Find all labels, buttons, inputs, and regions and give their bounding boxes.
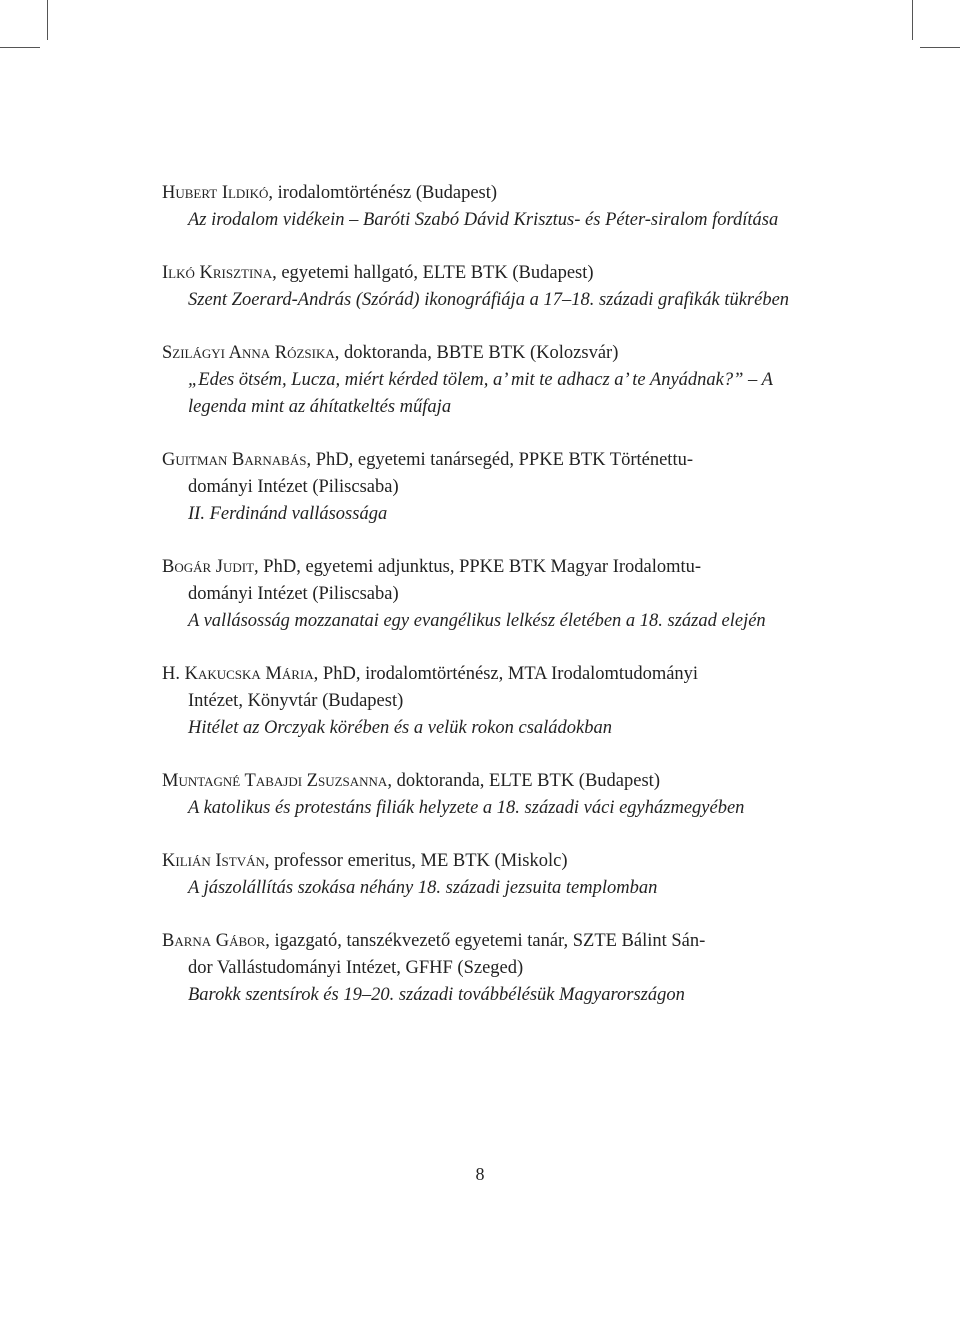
participant-name: Barna Gábor [162, 931, 266, 951]
affiliation-continuation: dor Vallástudományi Intézet, GFHF (Szeged) [188, 958, 524, 978]
participant-entry [162, 661, 798, 742]
participant-entry [162, 180, 798, 234]
participant-name: Szilágyi Anna Rózsika [162, 343, 335, 363]
lecture-title: A jászolállítás szokása néhány 18. századi jezsuita templomban [188, 878, 658, 898]
participant-heading [162, 848, 798, 875]
participant-name: Hubert Ildikó [162, 183, 269, 203]
participant-affiliation: , PhD, egyetemi adjunktus, PPKE BTK Magyar Irodalomtu- [254, 557, 702, 577]
participant-name: Kilián István [162, 851, 265, 871]
participant-heading [162, 661, 798, 688]
lecture-title: A katolikus és protestáns filiák helyzete a 18. századi váci egyházmegyében [188, 798, 745, 818]
participant-entry [162, 928, 798, 1009]
participant-heading [162, 180, 798, 207]
affiliation-continuation: dományi Intézet (Piliscsaba) [188, 584, 399, 604]
participant-affiliation: , doktoranda, BBTE BTK (Kolozsvár) [334, 343, 619, 363]
participant-entry [162, 340, 798, 421]
crop-mark-top-left-h [0, 47, 40, 48]
lecture-title: Barokk szentsírok és 19–20. századi továbbélésük Magyarországon [188, 985, 685, 1005]
participant-name: Guitman Barnabás [162, 450, 307, 470]
lecture-title: „Edes ötsém, Lucza, miért kérded tölem, a’ mit te adhacz a’ te Anyádnak?” – A [188, 370, 773, 390]
participant-heading [162, 768, 798, 795]
participant-name: Ilkó Krisztina [162, 263, 273, 283]
crop-mark-top-right-h [920, 47, 960, 48]
participant-affiliation: , PhD, irodalomtörténész, MTA Irodalomtudományi [313, 664, 699, 684]
participant-name: Muntagné Tabajdi Zsuzsanna [162, 771, 388, 791]
participant-heading [162, 928, 798, 955]
participant-affiliation: , doktoranda, ELTE BTK (Budapest) [387, 771, 660, 791]
participant-affiliation: , irodalomtörténész (Budapest) [268, 183, 498, 203]
participant-entry [162, 447, 798, 528]
participant-name: H. Kakucska Mária [162, 664, 314, 684]
participant-affiliation: , professor emeritus, ME BTK (Miskolc) [264, 851, 568, 871]
participant-entry [162, 848, 798, 902]
participant-entry [162, 260, 798, 314]
crop-mark-top-right-v [912, 0, 913, 40]
lecture-title: Szent Zoerard-András (Szórád) ikonográfiája a 17–18. századi grafikák tükrében [188, 290, 790, 310]
lecture-title: Az irodalom vidékein – Baróti Szabó Dávid Krisztus- és Péter-siralom fordítása [188, 210, 779, 230]
lecture-title: A vallásosság mozzanatai egy evangélikus lelkész életében a 18. század elején [188, 611, 766, 631]
participant-heading [162, 554, 798, 581]
participant-affiliation: , PhD, egyetemi tanársegéd, PPKE BTK Történettu- [306, 450, 693, 470]
participant-heading [162, 260, 798, 287]
participant-affiliation: , igazgató, tanszékvezető egyetemi tanár, SZTE Bálint Sán- [265, 931, 706, 951]
crop-mark-top-left-v [47, 0, 48, 40]
participant-heading [162, 340, 798, 367]
participant-name: Bogár Judit [162, 557, 255, 577]
participant-entry [162, 768, 798, 822]
page-number: 8 [475, 1164, 485, 1184]
participant-entry [162, 554, 798, 635]
participant-heading [162, 447, 798, 474]
affiliation-continuation: dományi Intézet (Piliscsaba) [188, 477, 399, 497]
participant-affiliation: , egyetemi hallgató, ELTE BTK (Budapest) [272, 263, 594, 283]
lecture-title: II. Ferdinánd vallásossága [188, 504, 388, 524]
participant-list [162, 180, 798, 1035]
lecture-title-continuation: legenda mint az áhítatkeltés műfaja [188, 397, 452, 417]
affiliation-continuation: Intézet, Könyvtár (Budapest) [188, 691, 404, 711]
lecture-title: Hitélet az Orczyak körében és a velük rokon családokban [188, 718, 613, 738]
